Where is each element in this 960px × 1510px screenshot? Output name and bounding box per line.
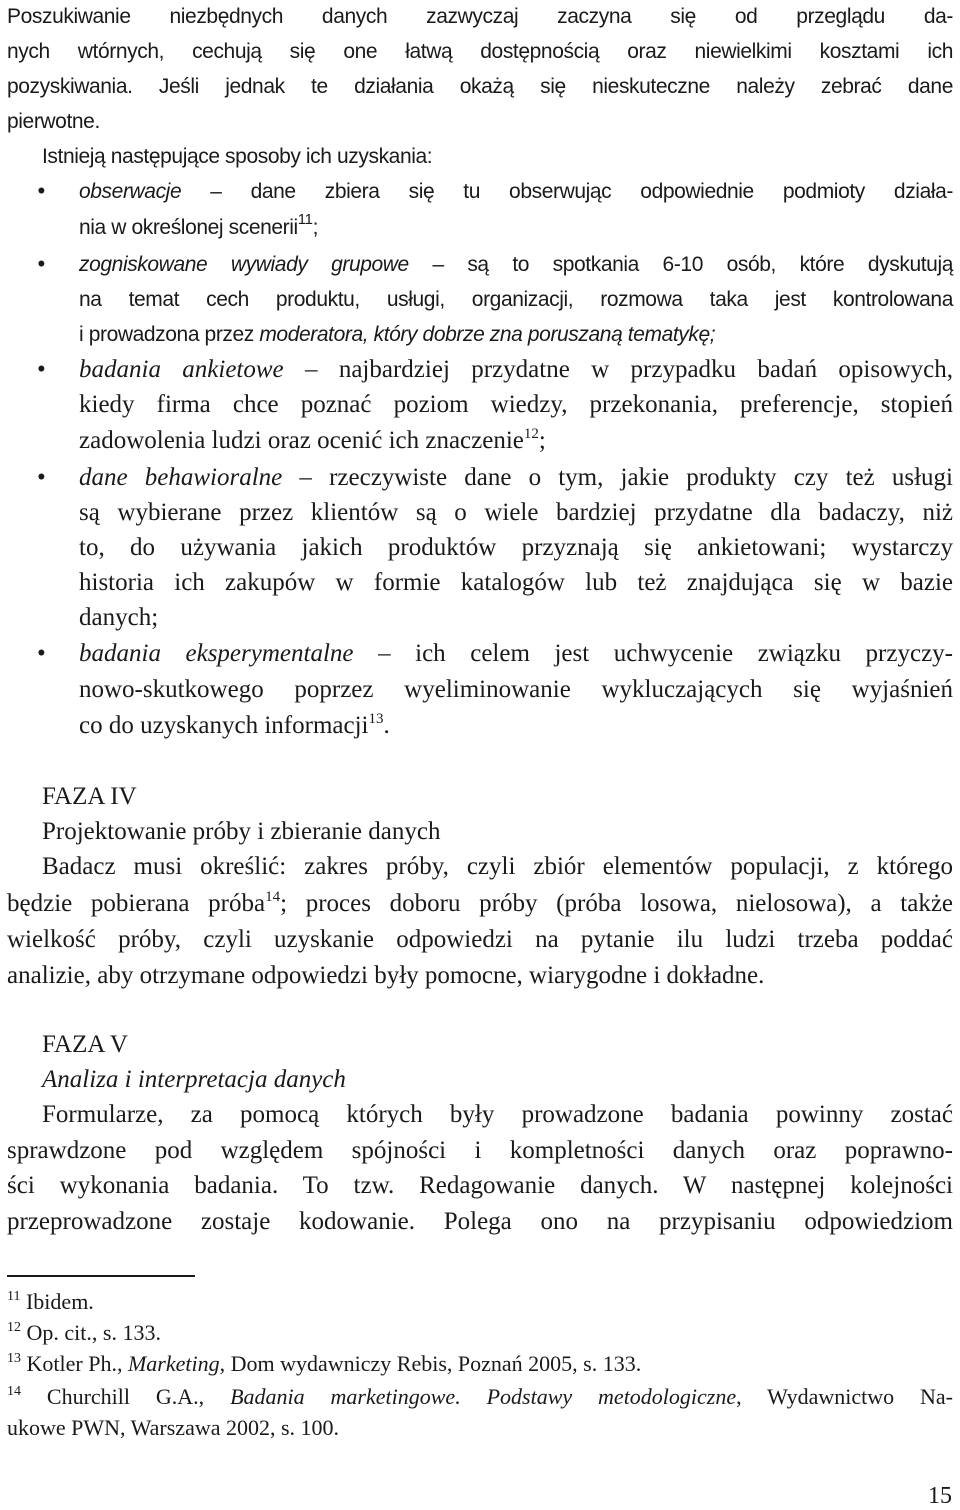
list-item-focus-groups-line-1: zogniskowane wywiady grupowe – są to spotkania 6-10 osób, które dyskutują: [79, 253, 954, 276]
list-item-experimental-line-3: co do uzyskanych informacji$^{13}$.: [79, 711, 390, 739]
section-heading-faza-iv: FAZA IV: [42, 783, 137, 810]
list-item-behavioral-line-5: danych;: [79, 604, 159, 631]
intro-line-2: nych wtórnych, cechują się one łatwą dostępnością oraz niewielkimi kosztami ich: [7, 40, 953, 63]
intro-line-1: Poszukiwanie niezbędnych danych zazwyczaj zaczyna się od przeglądu da-: [7, 5, 953, 28]
intro-line-4: pierwotne.: [7, 110, 100, 133]
footnote-ref: 11: [297, 211, 313, 228]
footnote-ref: 12: [523, 426, 539, 442]
list-item-experimental-line-1: badania eksperymentalne – ich celem jest uchwycenie związku przyczy-: [79, 640, 953, 667]
section-subtitle-faza-iv: Projektowanie próby i zbieranie danych: [42, 818, 441, 845]
list-item-focus-groups-line-2: na temat cech produktu, usługi, organizacji, rozmowa taka jest kontrolowana: [79, 288, 953, 311]
list-item-term: badania eksperymentalne: [79, 640, 354, 667]
page-number: 15: [928, 1483, 952, 1509]
list-item-surveys-line-2: kiedy firma chce poznać poziom wiedzy, przekonania, preferencje, stopień: [79, 391, 953, 418]
footnote-14: $^{14}$ Churchill G.A., Badania marketingowe. Podstawy metodologiczne, Wydawnictwo Na-: [7, 1384, 953, 1409]
footnote-13: $^{13}$ Kotler Ph., Marketing, Dom wydawniczy Rebis, Poznań 2005, s. 133.: [7, 1351, 642, 1376]
list-item-focus-groups-line-3: i prowadzona przez moderatora, który dobrze zna poruszaną tematykę;: [79, 323, 716, 346]
list-item-term: badania ankietowe: [79, 356, 284, 383]
list-item-behavioral-line-3: to, do używania jakich produktów przyznają się ankietowani; wystarczy: [79, 534, 953, 561]
faza-v-line-2: sprawdzone pod względem spójności i kompletności danych oraz poprawno-: [7, 1137, 953, 1164]
list-item-observation-line-1: obserwacje – dane zbiera się tu obserwując odpowiednie podmioty działa-: [79, 180, 953, 203]
faza-v-line-4: przeprowadzone zostaje kodowanie. Polega ono na przypisaniu odpowiedziom: [7, 1208, 953, 1235]
footnote-12: $^{12}$ Op. cit., s. 133.: [7, 1320, 161, 1345]
footnote-ref: 13: [368, 711, 384, 727]
footnote-11: $^{11}$ Ibidem.: [7, 1289, 94, 1314]
footnote-divider: [7, 1275, 195, 1277]
list-item-observation-line-2: nia w określonej scenerii$^{11}$;: [79, 211, 318, 239]
list-item-term: dane behawioralne: [79, 464, 283, 491]
list-item-term: zogniskowane wywiady grupowe: [79, 253, 409, 276]
bullet-icon: •: [37, 356, 46, 383]
section-subtitle-faza-v: Analiza i interpretacja danych: [42, 1066, 346, 1093]
bullet-icon: •: [37, 178, 46, 205]
list-item-experimental-line-2: nowo-skutkowego poprzez wyeliminowanie wykluczających się wyjaśnień: [79, 676, 953, 703]
list-item-behavioral-line-2: są wybierane przez klientów są o wiele bardziej przydatne dla badaczy, niż: [79, 499, 953, 526]
list-item-surveys-line-3: zadowolenia ludzi oraz ocenić ich znaczenie$^{12}$;: [79, 426, 546, 454]
section-heading-faza-v: FAZA V: [42, 1031, 128, 1058]
bullet-icon: •: [37, 251, 46, 278]
faza-v-line-3: ści wykonania badania. To tzw. Redagowanie danych. W następnej kolejności: [7, 1172, 953, 1199]
faza-iv-line-4: analizie, aby otrzymane odpowiedzi były pomocne, wiarygodne i dokładne.: [7, 962, 765, 989]
footnote-ref: 14: [265, 889, 281, 905]
faza-iv-line-2: będzie pobierana próba$^{14}$; proces doboru próby (próba losowa, nielosowa), a także: [7, 889, 954, 917]
bullet-icon: •: [37, 640, 46, 667]
list-item-behavioral-line-1: dane behawioralne – rzeczywiste dane o tym, jakie produkty czy też usługi: [79, 464, 953, 491]
footnote-14-line-2: ukowe PWN, Warszawa 2002, s. 100.: [7, 1415, 340, 1440]
list-item-surveys-line-1: badania ankietowe – najbardziej przydatne w przypadku badań opisowych,: [79, 356, 953, 383]
intro-lead-in: Istnieją następujące sposoby ich uzyskania:: [42, 145, 433, 168]
bullet-icon: •: [37, 464, 46, 491]
faza-iv-line-1: Badacz musi określić: zakres próby, czyli zbiór elementów populacji, z którego: [42, 853, 953, 880]
intro-line-3: pozyskiwania. Jeśli jednak te działania okażą się nieskuteczne należy zebrać dane: [7, 75, 953, 98]
list-item-term: obserwacje: [79, 180, 182, 203]
faza-v-line-1: Formularze, za pomocą których były prowadzone badania powinny zostać: [42, 1101, 953, 1128]
list-item-behavioral-line-4: historia ich zakupów w formie katalogów lub też znajdująca się w bazie: [79, 569, 953, 596]
faza-iv-line-3: wielkość próby, czyli uzyskanie odpowiedzi na pytanie ilu ludzi trzeba poddać: [7, 926, 953, 953]
